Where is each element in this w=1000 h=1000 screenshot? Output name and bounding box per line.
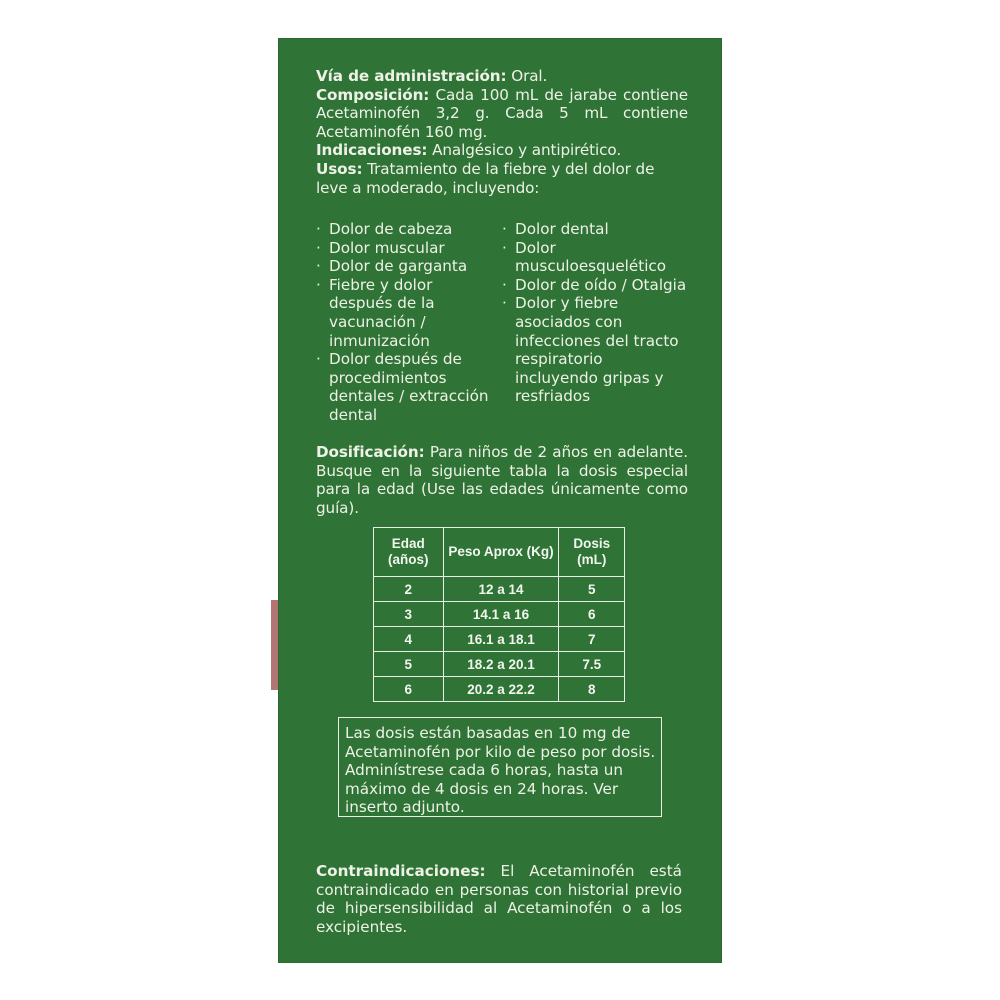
table-header-row: [374, 528, 625, 577]
header-edad: Edad (años): [374, 528, 444, 577]
contraindicaciones-block: [316, 862, 682, 936]
composicion-line: [316, 86, 688, 142]
table-row: 3 14.1 a 16 6: [374, 602, 625, 627]
indicaciones-line: [316, 141, 688, 160]
uses-left-column: [316, 220, 494, 425]
list-item: · Fiebre y dolor después de la vacunación / inmunización: [316, 275, 435, 350]
dosage-table: [373, 527, 625, 702]
list-item: · Dolor después de procedimientos dentales / extracción dental: [316, 350, 489, 424]
dosage-note-box: [338, 717, 662, 817]
list-item: · Dolor musculoesquelético: [502, 238, 667, 276]
composicion-label: Composición:: [316, 85, 430, 104]
usos-label: Usos:: [316, 159, 363, 178]
label-panel: [278, 38, 722, 963]
usos-line: [316, 160, 688, 197]
table-row: 5 18.2 a 20.1 7.5: [374, 652, 625, 677]
indicaciones-label: Indicaciones:: [316, 141, 428, 160]
red-edge-strip: [271, 600, 278, 690]
uses-right-column: [502, 220, 688, 406]
via-label: Vía de administración:: [316, 67, 507, 85]
via-value: Oral.: [506, 67, 548, 85]
dosificacion-line: [316, 443, 688, 517]
intro-block: [316, 67, 688, 197]
usos-value: Tratamiento de la fiebre y del dolor de leve a moderado, incluyendo:: [316, 159, 655, 197]
dosificacion-label: Dosificación:: [316, 443, 425, 461]
table-row: 4 16.1 a 18.1 7: [374, 627, 625, 652]
contraindicaciones-value: El Acetaminofén está contraindicado en personas con historial previo de hipersensibilidad al Acetaminofén o a los excipientes.: [316, 862, 682, 936]
table-row: 2 12 a 14 5: [374, 577, 625, 602]
dosificacion-block: [316, 443, 688, 517]
list-item: · Dolor de cabeza: [316, 220, 453, 238]
list-item: · Dolor muscular: [316, 238, 445, 257]
composicion-value: Cada 100 mL de jarabe contiene Acetaminofén 3,2 g. Cada 5 mL contiene Acetaminofén 160 mg.: [316, 85, 688, 141]
list-item: · Dolor de oído / Otalgia: [502, 275, 687, 294]
dosificacion-value: Para niños de 2 años en adelante. Busque en la siguiente tabla la dosis especial para la edad (Use las edades únicamente como guía).: [316, 443, 688, 517]
list-item: · Dolor de garganta: [316, 257, 468, 276]
list-item: · Dolor dental: [502, 220, 609, 238]
indicaciones-value: Analgésico y antipirético.: [427, 141, 622, 160]
via-line: [316, 67, 688, 86]
list-item: · Dolor y fiebre asociados con infecciones del tracto respiratorio incluyendo gripas y resfriados: [502, 294, 679, 406]
header-dosis: Dosis (mL): [559, 528, 625, 577]
dosage-note-text: Las dosis están basadas en 10 mg de Acetaminofén por kilo de peso por dosis. Adminístrese cada 6 horas, hasta un máximo de 4 dosis en 24 horas. Ver inserto adjunto.: [345, 724, 656, 817]
header-peso: Peso Aprox (Kg): [443, 528, 559, 577]
table-row: 6 20.2 a 22.2 8: [374, 677, 625, 702]
contraindicaciones-label: Contraindicaciones:: [316, 862, 486, 880]
